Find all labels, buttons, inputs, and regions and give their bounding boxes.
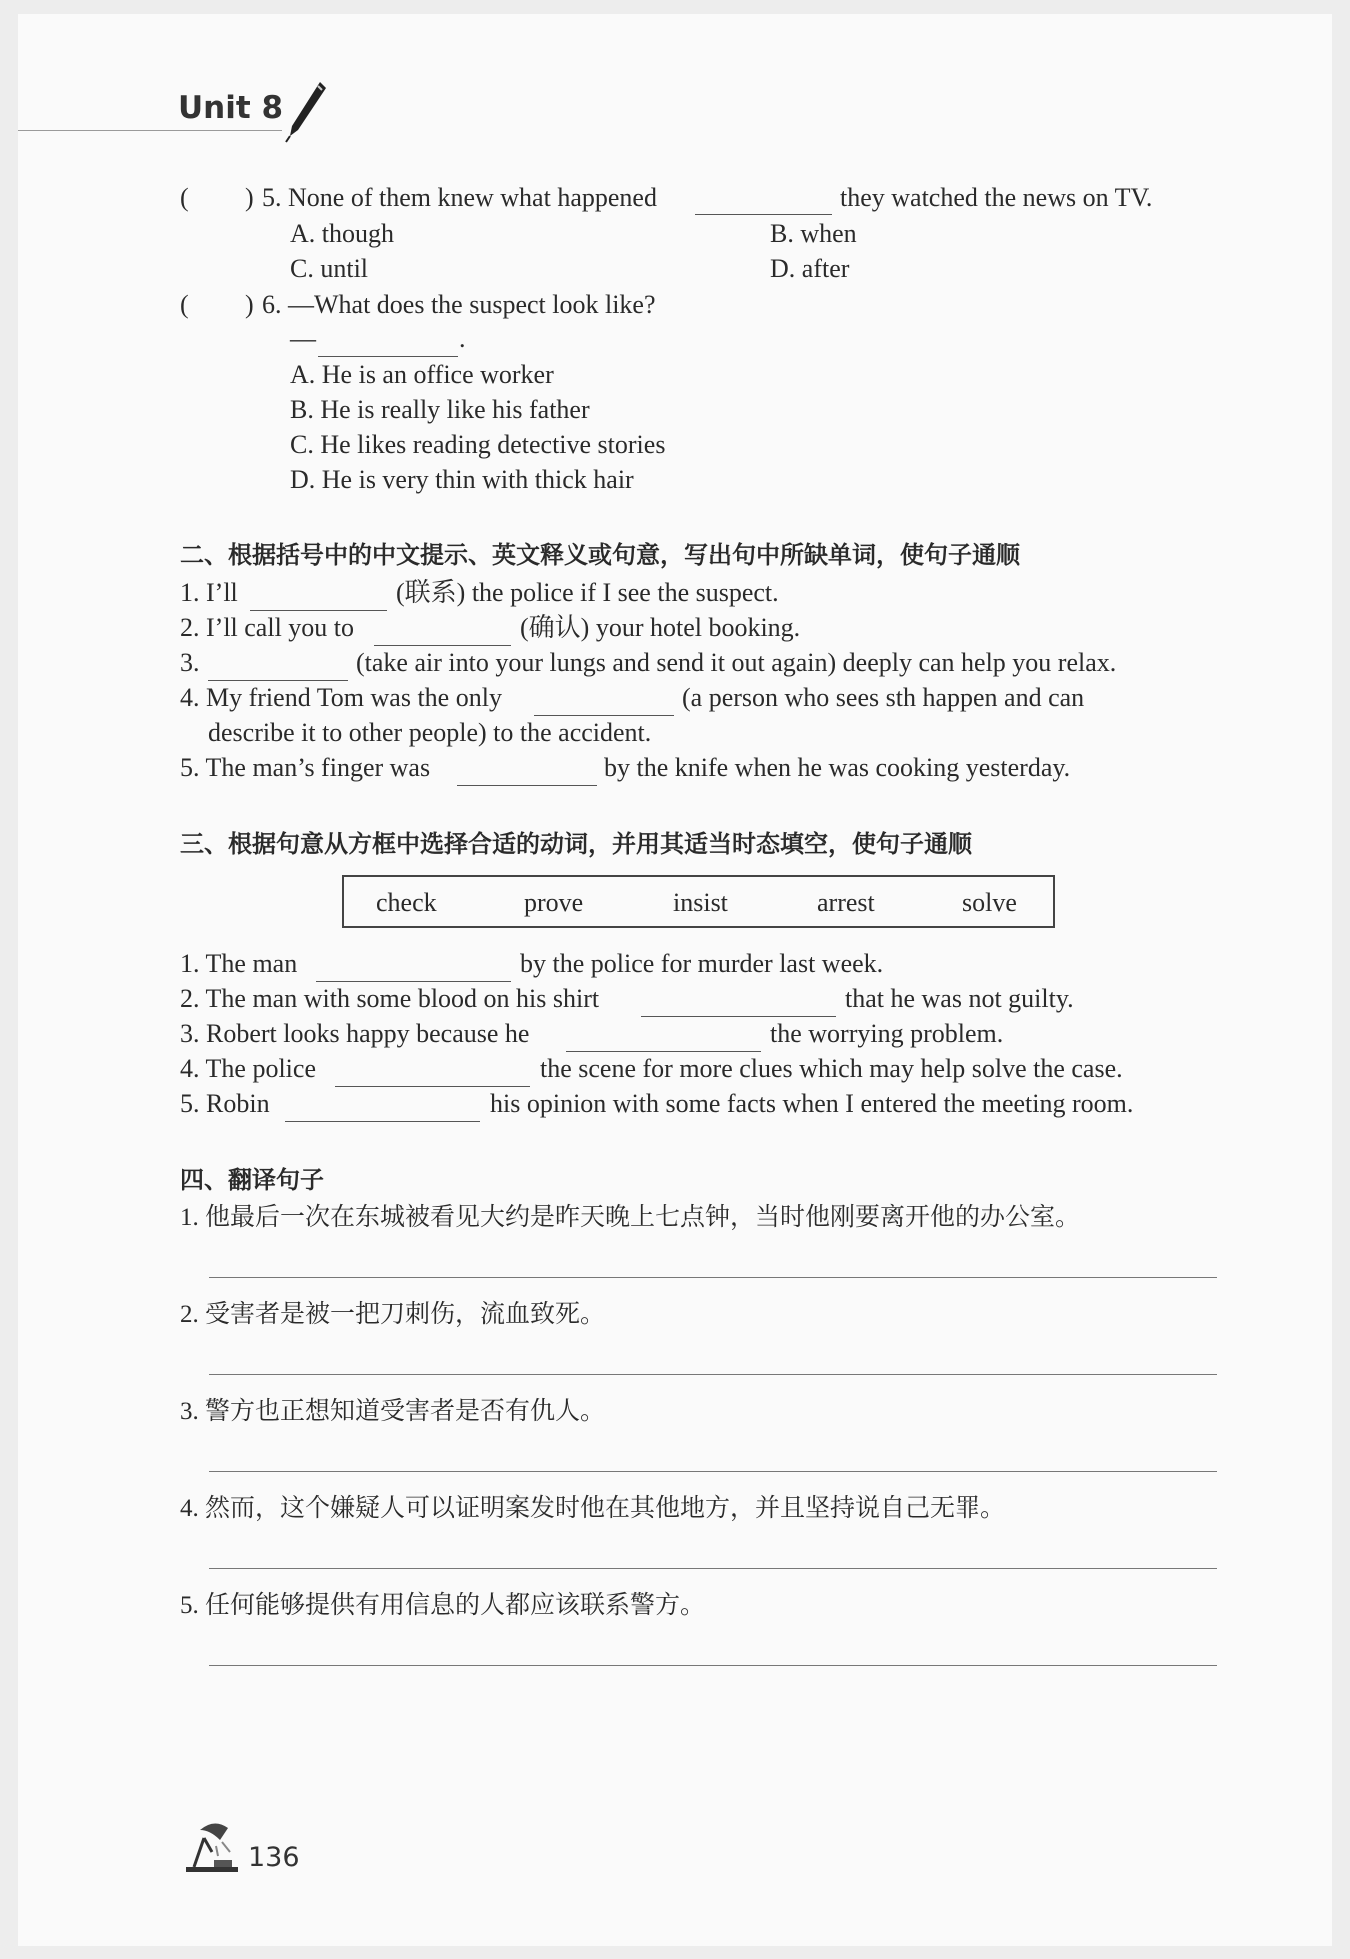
translation-prompt: 1. 他最后一次在东城被看见大约是昨天晚上七点钟，当时他刚要离开他的办公室。: [180, 1204, 1081, 1231]
question-text: (联系) the police if I see the suspect.: [396, 578, 779, 607]
answer-blank[interactable]: [566, 1025, 761, 1052]
answer-line[interactable]: [209, 1277, 1217, 1278]
translation-prompt: 5. 任何能够提供有用信息的人都应该联系警方。: [180, 1592, 706, 1619]
page-number: 136: [248, 1842, 300, 1873]
answer-blank[interactable]: [316, 955, 511, 982]
word-option: check: [376, 888, 437, 917]
desk-lamp-icon: [182, 1818, 242, 1876]
question-text: by the police for murder last week.: [520, 949, 884, 978]
translation-prompt: 4. 然而，这个嫌疑人可以证明案发时他在其他地方，并且坚持说自己无罪。: [180, 1495, 1006, 1522]
option-d: D. after: [770, 254, 850, 283]
section-4-title: 四、翻译句子: [180, 1166, 324, 1194]
answer-blank[interactable]: [318, 330, 458, 357]
answer-paren-open: (: [180, 183, 189, 212]
question-text: 5. Robin: [180, 1089, 270, 1118]
answer-blank[interactable]: [641, 990, 836, 1017]
answer-period: .: [459, 324, 466, 353]
answer-blank[interactable]: [335, 1060, 530, 1087]
option-c: C. until: [290, 254, 369, 283]
question-text: 5. The man’s finger was: [180, 753, 431, 782]
answer-blank[interactable]: [695, 188, 832, 215]
word-option: solve: [962, 888, 1017, 917]
word-option: prove: [524, 888, 584, 917]
question-stem: they watched the news on TV.: [840, 183, 1153, 212]
answer-paren-close: ): [245, 290, 254, 319]
answer-blank[interactable]: [250, 584, 387, 611]
question-text: by the knife when he was cooking yesterday.: [604, 753, 1071, 782]
answer-blank[interactable]: [285, 1095, 480, 1122]
question-text: 4. My friend Tom was the only: [180, 683, 502, 712]
answer-blank[interactable]: [208, 654, 348, 681]
answer-line[interactable]: [209, 1471, 1217, 1472]
unit-title: Unit 8: [178, 90, 284, 126]
question-text: 1. The man: [180, 949, 298, 978]
question-text: 2. The man with some blood on his shirt: [180, 984, 600, 1013]
option-b: B. He is really like his father: [290, 395, 590, 424]
option-c: C. He likes reading detective stories: [290, 430, 666, 459]
word-option: insist: [673, 888, 728, 917]
option-b: B. when: [770, 219, 857, 248]
answer-line[interactable]: [209, 1374, 1217, 1375]
answer-paren-open: (: [180, 290, 189, 319]
section-3-title: 三、根据句意从方框中选择合适的动词，并用其适当时态填空，使句子通顺: [180, 830, 972, 858]
word-option: arrest: [817, 888, 875, 917]
workbook-page: [18, 14, 1332, 1946]
option-a: A. though: [290, 219, 394, 248]
header-rule: [18, 130, 282, 131]
question-stem: 6. —What does the suspect look like?: [262, 290, 656, 319]
question-text: (确认) your hotel booking.: [520, 613, 801, 642]
question-text: the worrying problem.: [770, 1019, 1004, 1048]
section-2-title: 二、根据括号中的中文提示、英文释义或句意，写出句中所缺单词，使句子通顺: [180, 541, 1020, 569]
question-text: (a person who sees sth happen and can: [682, 683, 1085, 712]
translation-prompt: 3. 警方也正想知道受害者是否有仇人。: [180, 1398, 606, 1425]
question-text: 4. The police: [180, 1054, 316, 1083]
answer-paren-close: ): [245, 183, 254, 212]
question-text: that he was not guilty.: [845, 984, 1074, 1013]
answer-line[interactable]: [209, 1568, 1217, 1569]
option-a: A. He is an office worker: [290, 360, 554, 389]
answer-blank[interactable]: [534, 689, 674, 716]
answer-blank[interactable]: [374, 619, 511, 646]
question-stem: 5. None of them knew what happened: [262, 183, 657, 212]
question-text: 1. I’ll: [180, 578, 238, 607]
question-text: his opinion with some facts when I entered the meeting room.: [490, 1089, 1134, 1118]
question-text: the scene for more clues which may help solve the case.: [540, 1054, 1123, 1083]
translation-prompt: 2. 受害者是被一把刀刺伤，流血致死。: [180, 1301, 606, 1328]
answer-line[interactable]: [209, 1665, 1217, 1666]
question-text: (take air into your lungs and send it out again) deeply can help you relax.: [356, 648, 1117, 677]
question-text: 2. I’ll call you to: [180, 613, 355, 642]
option-d: D. He is very thin with thick hair: [290, 465, 634, 494]
question-text: 3.: [180, 648, 200, 677]
question-text: describe it to other people) to the accident.: [208, 718, 652, 747]
word-box: [342, 875, 1055, 928]
answer-blank[interactable]: [457, 759, 597, 786]
question-text: 3. Robert looks happy because he: [180, 1019, 530, 1048]
answer-dash: —: [290, 324, 316, 353]
pen-icon: [282, 78, 330, 144]
